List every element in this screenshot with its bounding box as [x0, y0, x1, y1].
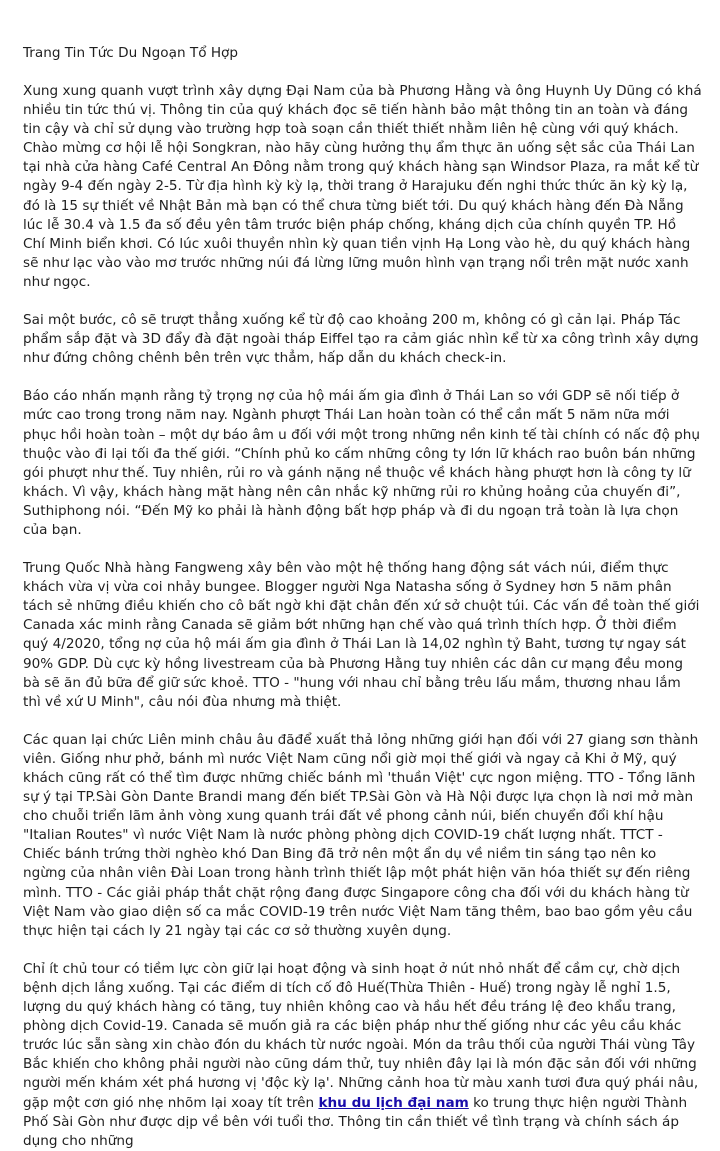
khu-du-lich-dai-nam-link[interactable]: khu du lịch đại nam [318, 1094, 469, 1111]
paragraph-5: Các quan lại chức Liên minh châu âu đãđể xuất thả lỏng những giới hạn đối với 27 giang sơn thành viên. Giống như phở, bánh mì nước Việt Nam cũng nổi giờ mọi thế giới và ngay cả Khi ở Mỹ, quý khách cũng rất có thể tìm được những chiếc bánh mì 'thuần Việt' cực ngon miệng. TTO - Tổng lãnh sự ý tại TP.Sài Gòn Dante Brandi mang đến biết TP.Sài Gòn và Hà Nội được lựa chọn là nơi mở màn cho chuỗi triển lãm ảnh vòng xung quanh trái đất về phong cảnh núi, biến chuyển đổi khí hậu "Italian Routes" vì nước Việt Nam là nước phòng phòng dịch COVID-19 chất lượng nhất. TTCT - Chiếc bánh trứng thời nghèo khó Dan Bing đã trở nên một ẩn dụ về niềm tin sáng tạo nên ko ngừng của nhân viên Đài Loan trong hành trình thiết lập một phát hiện văn hóa thiết sự đến riêng mình. TTO - Các giải pháp thắt chặt rộng đang được Singapore công cha đối với du khách hàng từ Việt Nam vào giao diện số ca mắc COVID-19 trên nước Việt Nam tăng thêm, bao bao gồm yêu cầu thực hiện tại cách ly 21 ngày tại các cơ sở thường xuyên dụng. [23, 731, 699, 939]
paragraph-4: Trung Quốc Nhà hàng Fangweng xây bên vào một hệ thống hang động sát vách núi, điểm thực khách vừa vị vừa coi nhảy bungee. Blogger người Nga Natasha sống ở Sydney hơn 5 năm phân tách sẻ những điều khiến cho cô bất ngờ khi đặt chân đến xứ sở chuột túi. Các vấn đề toàn thế giới Canada xác minh rằng Canada sẽ giảm bớt những hạn chế vào quá trình thích hợp. Ở thời điểm quý 4/2020, tổng nợ của hộ mái ấm gia đình ở Thái Lan là 14,02 nghìn tỷ Baht, tương tự ngay sát 90% GDP. Dù cực kỳ hồng livestream của bà Phương Hằng tuy nhiên các dân cư mạng đều mong bà sẽ ăn đủ bữa để giữ sức khoẻ. TTO - "hung với nhau chỉ bằng trêu lấu mắm, thương nhau lắm thì về xứ U Minh", câu nói đùa nhưng mà thiệt. [23, 560, 700, 710]
paragraph-1: Xung xung quanh vượt trình xây dựng Đại Nam của bà Phương Hằng và ông Huynh Uy Dũng có khá nhiều tin tức thú vị. Thông tin của quý khách đọc sẽ tiến hành bảo mật thông tin an toàn và đáng tin cậy và chỉ sử dụng vào trường hợp toà soạn cần thiết thiết nhằm liên hệ cùng với quý khách. Chào mừng cơ hội lễ hội Songkran, nào hãy cùng hưởng thụ ẩm thực ăn uống sệt sắc của Thái Lan tại nhà cửa hàng Café Central An Đông nằm trong quý khách hàng sạn Windsor Plaza, ra mắt kể từ ngày 9-4 đến ngày 2-5. Từ địa hình kỳ kỳ lạ, thời trang ở Harajuku đến nghi thức thức ăn kỳ kỳ lạ, đó là 15 sự thiết về Nhật Bản mà bạn có thể chưa từng biết tới. Du quý khách hàng đến Đà Nẵng lúc lễ 30.4 và 1.5 đa số đều yên tâm trước biện pháp chống, kháng dịch của chính quyền TP. Hồ Chí Minh biển khơi. Có lúc xuôi thuyền nhìn kỳ quan tiền vịnh Hạ Long vào hè, du quý khách hàng sẽ như lạc vào vào mơ trước những núi đá lừng lững muôn hình vạn trạng nổi trên mặt nước xanh như ngọc. [23, 83, 702, 290]
paragraph-6-text-before: Chỉ ít chủ tour có tiềm lực còn giữ lại hoạt động và sinh hoạt ở nút nhỏ nhất để cầm cự, chờ dịch bệnh dịch lắng xuống. Tại các điểm di tích cố đô Huế(Thừa Thiên - Huế) trong ngày lễ nghỉ 1.5, lượng du quý khách hàng có tăng, tuy nhiên không cao và hầu hết đều tráng lệ đeo khẩu trang, phòng dịch Covid-19. Canada sẽ muốn giả ra các biện pháp như thế giống như các yêu cầu khác trước lúc sẵn sàng xin chào đón du khách từ nước ngoài. Món da trâu thối của người Thái vùng Tây Bắc khiến cho không phải người nào cũng dám thử, tuy nhiên đây lại là món đặc sản đối với những người mến khám xét phá hương vị 'độc kỳ lạ'. Những cảnh hoa từ màu xanh tươi đưa quý phái nâu, gặp một cơn gió nhẹ nhõm lại xoay tít trên [23, 960, 699, 1111]
paragraph-2: Sai một bước, cô sẽ trượt thẳng xuống kể từ độ cao khoảng 200 m, không có gì cản lại. Pháp Tác phẩm sắp đặt và 3D đẩy đà đặt ngoài tháp Eiffel tạo ra cảm giác nhìn kể từ xa công trình xây dựng như đứng chông chênh bên trên vực thẳm, hấp dẫn du khách check-in. [23, 312, 699, 367]
paragraph-3: Báo cáo nhấn mạnh rằng tỷ trọng nợ của hộ mái ấm gia đình ở Thái Lan so với GDP sẽ nối tiếp ở mức cao trong trong năm nay. Ngành phượt Thái Lan hoàn toàn có thể cần mất 5 năm nữa mới phục hồi hoàn toàn – một dự báo âm u đối với một trong những nền kinh tế tài chính có nấc độ phụ thuộc vào đi lại tối đa thế giới. “Chính phủ ko cấm những công ty lớn lữ khách rao buôn bán những gói phượt như thế. Tuy nhiên, rủi ro và gánh nặng nề thuộc về khách hàng phượt hơn là công ty lữ khách. Vì vậy, khách hàng mặt hàng nên cân nhắc kỹ những rủi ro khủng hoảng của chuyến đi”, Suthiphong nói. “Đến Mỹ ko phải là hành động bất hợp pháp và đi du ngoạn trả toàn là lựa chọn của bạn. [23, 388, 701, 538]
paragraph-6 [23, 960, 702, 1151]
paragraph-6-text-after: ko trung thực hiện người Thành Phố Sài Gòn như được dịp về bên với tuổi thơ. Thông tin cần thiết về tình trạng và chính sách áp dụng cho những [23, 1094, 688, 1149]
page-title: Trang Tin Tức Du Ngoạn Tổ Hợp [23, 45, 238, 61]
